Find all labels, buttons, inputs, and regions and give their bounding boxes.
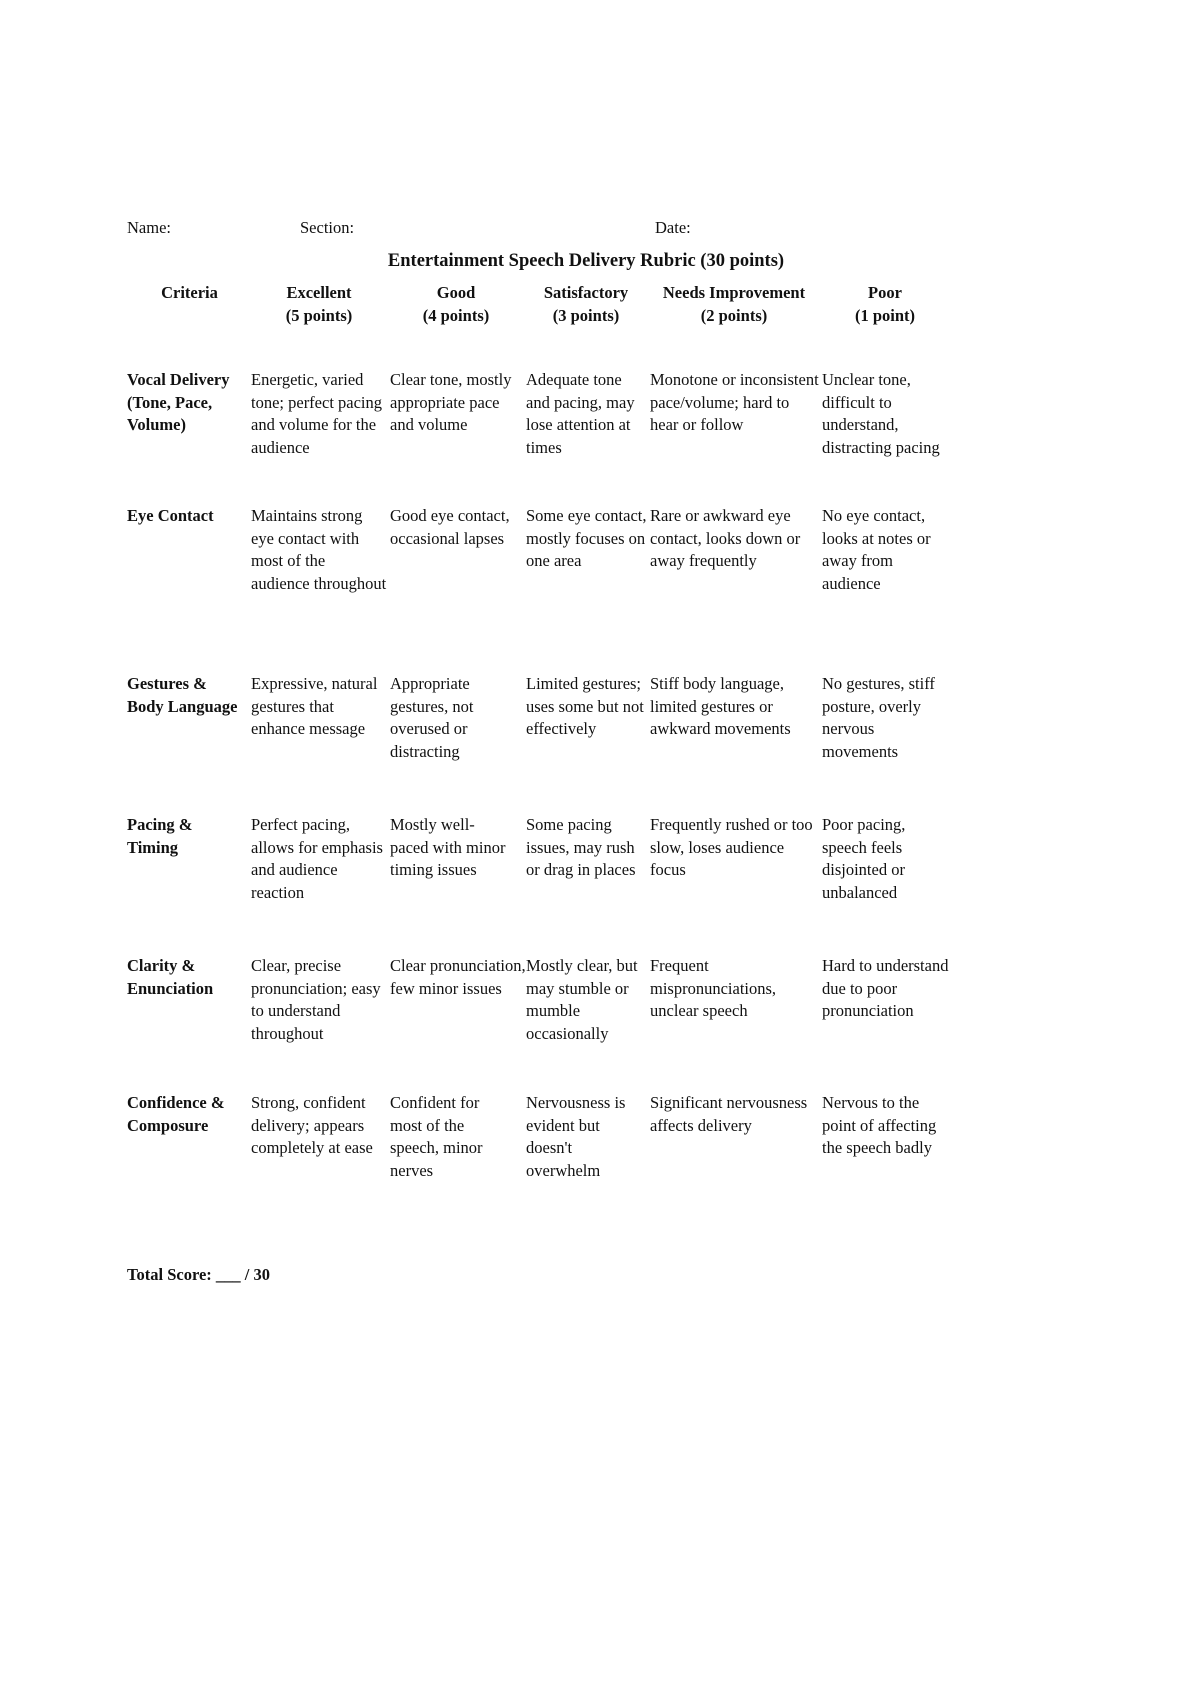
poor-cell: No gestures, stiff posture, overly nervous movements <box>822 674 935 761</box>
column-header-points: (1 point) <box>854 305 916 325</box>
satisfactory-cell: Nervousness is evident but doesn't overwhelm <box>526 1093 626 1180</box>
criteria-cell: Eye Contact <box>127 506 214 525</box>
column-header-excellent <box>250 282 388 327</box>
satisfactory-cell: Limited gestures; uses some but not effectively <box>526 674 644 738</box>
excellent-cell: Clear, precise pronunciation; easy to understand throughout <box>251 956 381 1043</box>
poor-cell: Poor pacing, speech feels disjointed or unbalanced <box>822 815 906 902</box>
needs-improvement-cell: Frequent mispronunciations, unclear speech <box>650 956 777 1020</box>
column-header-points: (3 points) <box>552 305 620 325</box>
satisfactory-cell: Some eye contact, mostly focuses on one area <box>526 506 647 570</box>
column-header-criteria <box>127 282 252 305</box>
section-label: Section: <box>300 218 355 237</box>
good-cell: Appropriate gestures, not overused or distracting <box>390 674 474 761</box>
needs-improvement-cell: Monotone or inconsistent pace/volume; hard to hear or follow <box>650 370 819 434</box>
column-header-label: Satisfactory <box>543 283 629 302</box>
excellent-cell: Strong, confident delivery; appears completely at ease <box>251 1093 373 1157</box>
date-label: Date: <box>655 218 691 237</box>
column-header-points: (2 points) <box>700 305 768 325</box>
column-header-points: (4 points) <box>422 305 490 325</box>
name-label: Name: <box>127 218 171 237</box>
column-header-label: Good <box>436 283 476 302</box>
criteria-cell: Confidence & Composure <box>127 1093 225 1135</box>
poor-cell: Nervous to the point of affecting the speech badly <box>822 1093 937 1157</box>
good-cell: Good eye contact, occasional lapses <box>390 506 510 548</box>
column-header-label: Criteria <box>161 283 218 302</box>
excellent-cell: Maintains strong eye contact with most of the audience throughout <box>251 506 387 593</box>
total-score: Total Score: ___ / 30 <box>127 1265 270 1284</box>
excellent-cell: Energetic, varied tone; perfect pacing and volume for the audience <box>251 370 383 457</box>
column-header-points: (5 points) <box>285 305 353 325</box>
needs-improvement-cell: Stiff body language, limited gestures or awkward movements <box>650 674 791 738</box>
column-header-satisfactory <box>524 282 648 327</box>
good-cell: Mostly well-paced with minor timing issues <box>390 815 506 879</box>
column-header-label: Needs Improvement <box>662 283 806 302</box>
needs-improvement-cell: Frequently rushed or too slow, loses audience focus <box>650 815 813 879</box>
needs-improvement-cell: Significant nervousness affects delivery <box>650 1093 808 1135</box>
criteria-cell: Clarity & Enunciation <box>127 956 214 998</box>
criteria-cell: Vocal Delivery (Tone, Pace, Volume) <box>127 370 230 434</box>
criteria-cell: Pacing & Timing <box>127 815 193 857</box>
column-header-label: Poor <box>868 283 902 302</box>
good-cell: Clear pronunciation, few minor issues <box>390 956 526 998</box>
column-header-needs-improvement <box>648 282 820 327</box>
good-cell: Clear tone, mostly appropriate pace and volume <box>390 370 512 434</box>
document-title: Entertainment Speech Delivery Rubric (30 points) <box>387 251 785 271</box>
poor-cell: Unclear tone, difficult to understand, distracting pacing <box>822 370 940 457</box>
excellent-cell: Perfect pacing, allows for emphasis and audience reaction <box>251 815 383 902</box>
satisfactory-cell: Some pacing issues, may rush or drag in places <box>526 815 636 879</box>
column-header-poor <box>820 282 950 327</box>
satisfactory-cell: Mostly clear, but may stumble or mumble occasionally <box>526 956 638 1043</box>
satisfactory-cell: Adequate tone and pacing, may lose attention at times <box>526 370 635 457</box>
poor-cell: No eye contact, looks at notes or away from audience <box>822 506 931 593</box>
column-header-label: Excellent <box>286 283 352 302</box>
criteria-cell: Gestures & Body Language <box>127 674 238 716</box>
good-cell: Confident for most of the speech, minor nerves <box>390 1093 483 1180</box>
poor-cell: Hard to understand due to poor pronunciation <box>822 956 949 1020</box>
excellent-cell: Expressive, natural gestures that enhance message <box>251 674 378 738</box>
needs-improvement-cell: Rare or awkward eye contact, looks down or away frequently <box>650 506 801 570</box>
column-header-good <box>388 282 524 327</box>
